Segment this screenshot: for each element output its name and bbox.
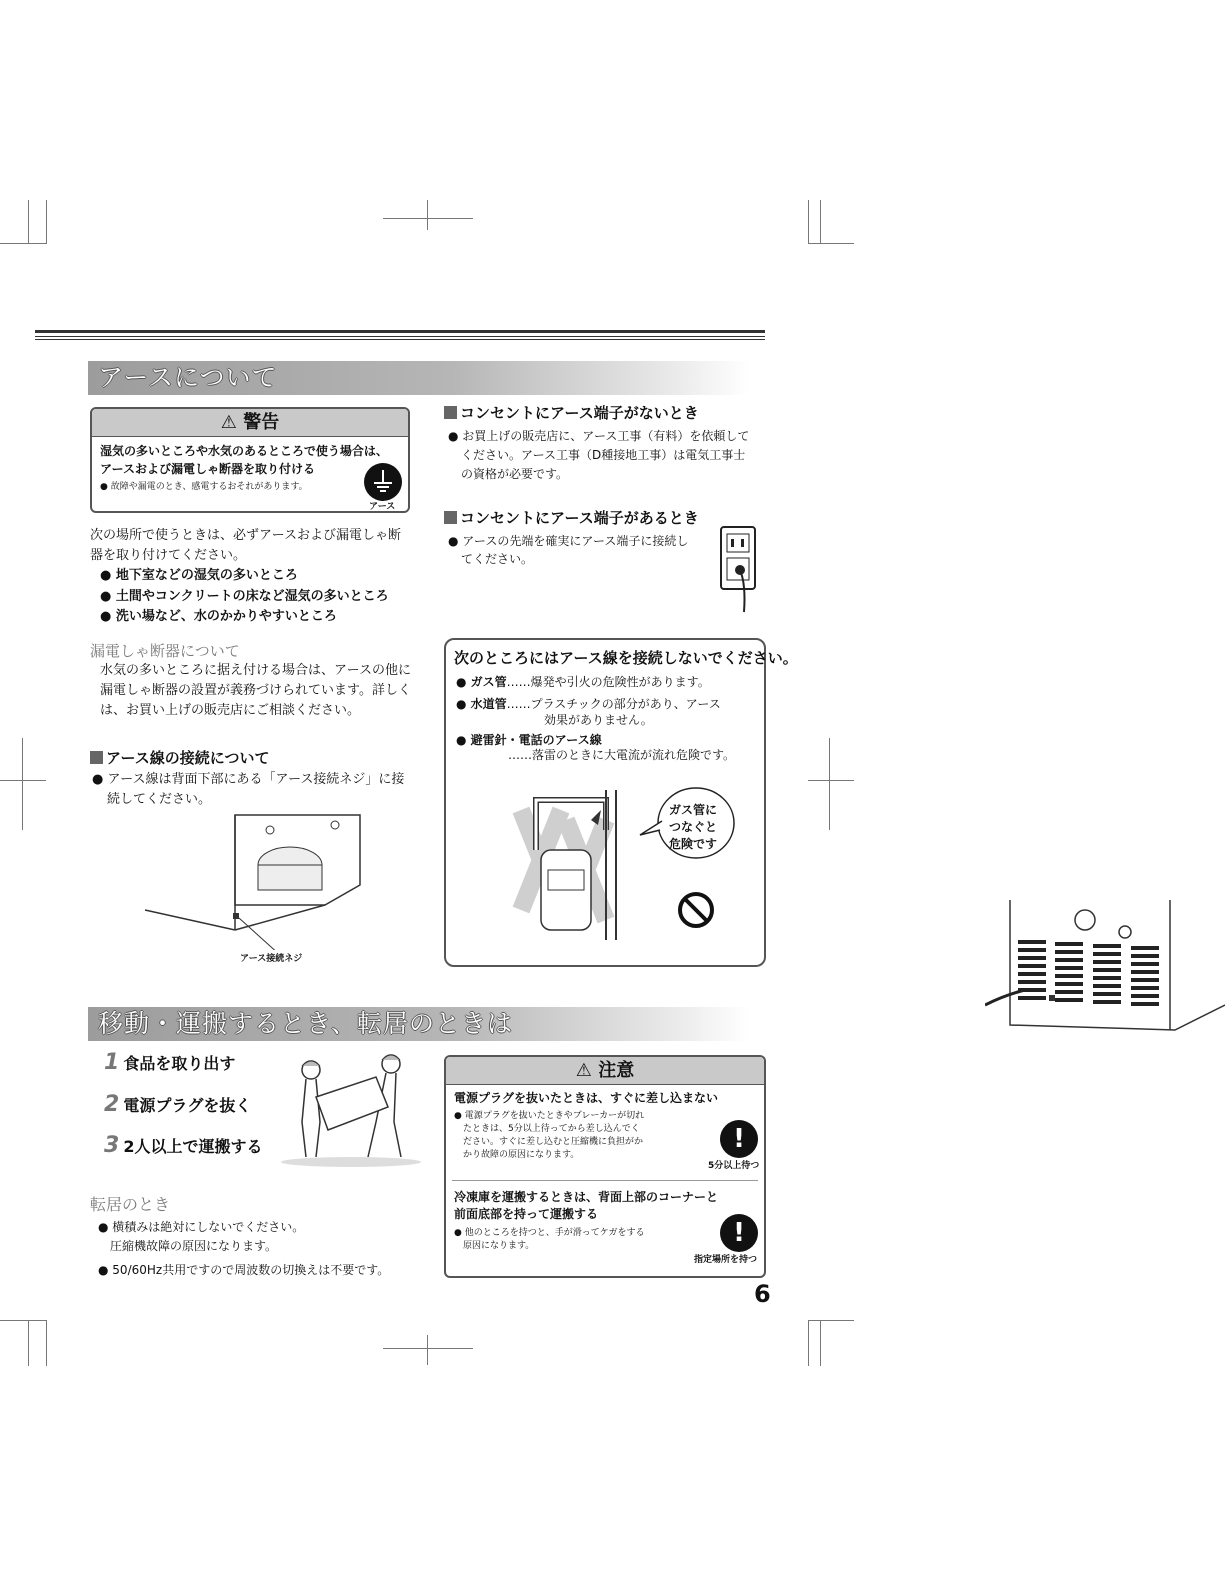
crop-mark: [427, 200, 428, 230]
has-terminal-title: コンセントにアース端子があるとき: [444, 508, 699, 528]
crop-mark: [46, 1320, 47, 1366]
square-bullet-icon: [444, 406, 457, 419]
warning-triangle-icon: ⚠: [220, 412, 237, 433]
section-header-earth: [88, 361, 750, 395]
caution-item2-title1: 冷凍庫を運搬するときは、背面上部のコーナーと: [454, 1190, 719, 1204]
crop-mark: [383, 218, 473, 219]
has-terminal-line1: ● アースの先端を確実にアース端子に接続し: [448, 532, 688, 551]
crop-mark: [808, 780, 854, 781]
no-terminal-title: コンセントにアース端子がないとき: [444, 403, 699, 423]
connect-line1: ● アース線は背面下部にある「アース接続ネジ」に接: [92, 770, 404, 790]
caution-triangle-icon: ⚠: [575, 1060, 592, 1081]
prohibited-icon: [676, 890, 716, 930]
crop-mark: [820, 200, 821, 244]
warning-line1: 湿気の多いところや水気のあるところで使う場合は、: [100, 444, 388, 458]
relocation-line1: ● 横積みは絶対にしないでください。: [98, 1218, 304, 1237]
freezer-vent-illustration: [985, 895, 1225, 1040]
caution-divider: [452, 1180, 758, 1181]
place-item: ● 洗い場など、水のかかりやすいところ: [100, 607, 337, 627]
place-item: ● 土間やコンクリートの床など湿気の多いところ: [100, 587, 389, 607]
forbidden-lightning-text: ……落雷のときに大電流が流れ危険です。: [508, 748, 736, 762]
caution-item1-line: かり故障の原因になります。: [463, 1150, 580, 1160]
square-bullet-icon: [444, 511, 457, 524]
relocation-title: 転居のとき: [90, 1195, 171, 1214]
outlet-icon: [718, 524, 758, 614]
step-item: 3 2人以上で運搬する: [104, 1133, 263, 1158]
section-header-moving: [88, 1007, 750, 1041]
caution-item1-title: 電源プラグを抜いたときは、すぐに差し込まない: [454, 1091, 719, 1105]
crop-mark: [46, 200, 47, 244]
caution-item2-title2: 前面底部を持って運搬する: [454, 1207, 599, 1221]
breaker-title: 漏電しゃ断器について: [90, 642, 240, 660]
top-rule: [35, 339, 765, 340]
crop-mark: [808, 1320, 809, 1366]
caution-head: ⚠ 注意: [446, 1057, 764, 1085]
no-terminal-line: ● お買上げの販売店に、アース工事（有料）を依頼して: [448, 427, 749, 446]
caution-item2-icon-label: 指定場所を持つ: [694, 1255, 758, 1265]
connect-line2: 続してください。: [107, 792, 212, 807]
caution-item2-line: 原因になります。: [463, 1241, 535, 1251]
crop-mark: [808, 243, 854, 244]
caution-item1-line: たときは、5分以上待ってから差し込んでく: [463, 1124, 640, 1134]
page-number: 6: [754, 1280, 771, 1308]
breaker-line: 漏電しゃ断器の設置が義務づけられています。詳しく: [100, 683, 411, 698]
crop-mark: [820, 1320, 821, 1366]
crop-mark: [427, 1335, 428, 1365]
earth-icon-label: アース: [369, 502, 396, 512]
forbidden-gas: ● ガス管……爆発や引火の危険性があります。: [456, 673, 710, 692]
crop-mark: [0, 780, 46, 781]
warning-note: ● 故障や漏電のとき、感電するおそれがあります。: [100, 481, 308, 494]
two-people-carrying-illustration: [276, 1052, 426, 1167]
intro-line1: 次の場所で使うときは、必ずアースおよび漏電しゃ断: [90, 528, 401, 543]
warning-head: ⚠ 警告: [92, 409, 408, 437]
intro-line2: 器を取り付けてください。: [90, 548, 247, 563]
no-terminal-line: ください。アース工事（D種接地工事）は電気工事士: [461, 448, 746, 462]
caution-box: [444, 1055, 766, 1278]
forbidden-water: ● 水道管……プラスチックの部分があり、アース: [456, 695, 721, 714]
step-item: 2 電源プラグを抜く: [104, 1092, 252, 1117]
no-terminal-line: の資格が必要です。: [461, 467, 569, 481]
crop-mark: [808, 200, 809, 244]
crop-mark: [28, 1320, 29, 1366]
crop-mark: [28, 200, 29, 244]
bubble-line: ガス管に: [669, 803, 718, 817]
top-rule: [35, 336, 765, 337]
warning-line2: アースおよび漏電しゃ断器を取り付ける: [100, 462, 316, 476]
square-bullet-icon: [90, 751, 103, 764]
has-terminal-line2: てください。: [461, 552, 534, 566]
caution-item1-line: ● 電源プラグを抜いたときやブレーカーが切れ: [454, 1110, 644, 1123]
caution-item1-line: ださい。すぐに差し込むと圧縮機に負担がか: [463, 1137, 644, 1147]
section-title: 移動・運搬するとき、転居のときは: [98, 1009, 514, 1038]
breaker-line: 水気の多いところに据え付ける場合は、アースの他に: [100, 663, 411, 678]
breaker-line: は、お買い上げの販売店にご相談ください。: [100, 703, 361, 718]
connect-title: アース線の接続について: [90, 748, 270, 768]
crop-mark: [0, 1320, 46, 1321]
caution-item2-line: ● 他のところを持つと、手が滑ってケガをする: [454, 1227, 645, 1240]
earth-ground-icon: [364, 463, 402, 501]
forbidden-box: [444, 638, 798, 967]
relocation-line2: 圧縮機故障の原因になります。: [110, 1239, 278, 1253]
relocation-line3: ● 50/60Hz共用ですので周波数の切換えは不要です。: [98, 1261, 389, 1280]
caution-item1-icon-label: 5分以上待つ: [708, 1161, 760, 1171]
crop-mark: [22, 738, 23, 830]
screw-label: アース接続ネジ: [240, 954, 303, 964]
exclamation-icon: !: [720, 1120, 758, 1158]
bubble-line: 危険です: [669, 837, 718, 851]
crop-mark: [383, 1348, 473, 1349]
top-rule: [35, 330, 765, 333]
forbidden-title: 次のところにはアース線を接続しないでください。: [454, 649, 798, 667]
warning-box: [90, 407, 410, 513]
bubble-line: つなぐと: [669, 820, 718, 834]
section-title: アースについて: [98, 363, 278, 392]
exclamation-icon: !: [720, 1214, 758, 1252]
crop-mark: [0, 243, 46, 244]
place-item: ● 地下室などの湿気の多いところ: [100, 566, 298, 586]
crop-mark: [808, 1320, 854, 1321]
freezer-back-illustration: [140, 810, 370, 950]
forbidden-lightning: ● 避雷針・電話のアース線: [456, 731, 602, 750]
crop-mark: [829, 738, 830, 830]
step-item: 1 食品を取り出す: [104, 1050, 236, 1075]
forbidden-water-2: 効果がありません。: [544, 713, 653, 727]
